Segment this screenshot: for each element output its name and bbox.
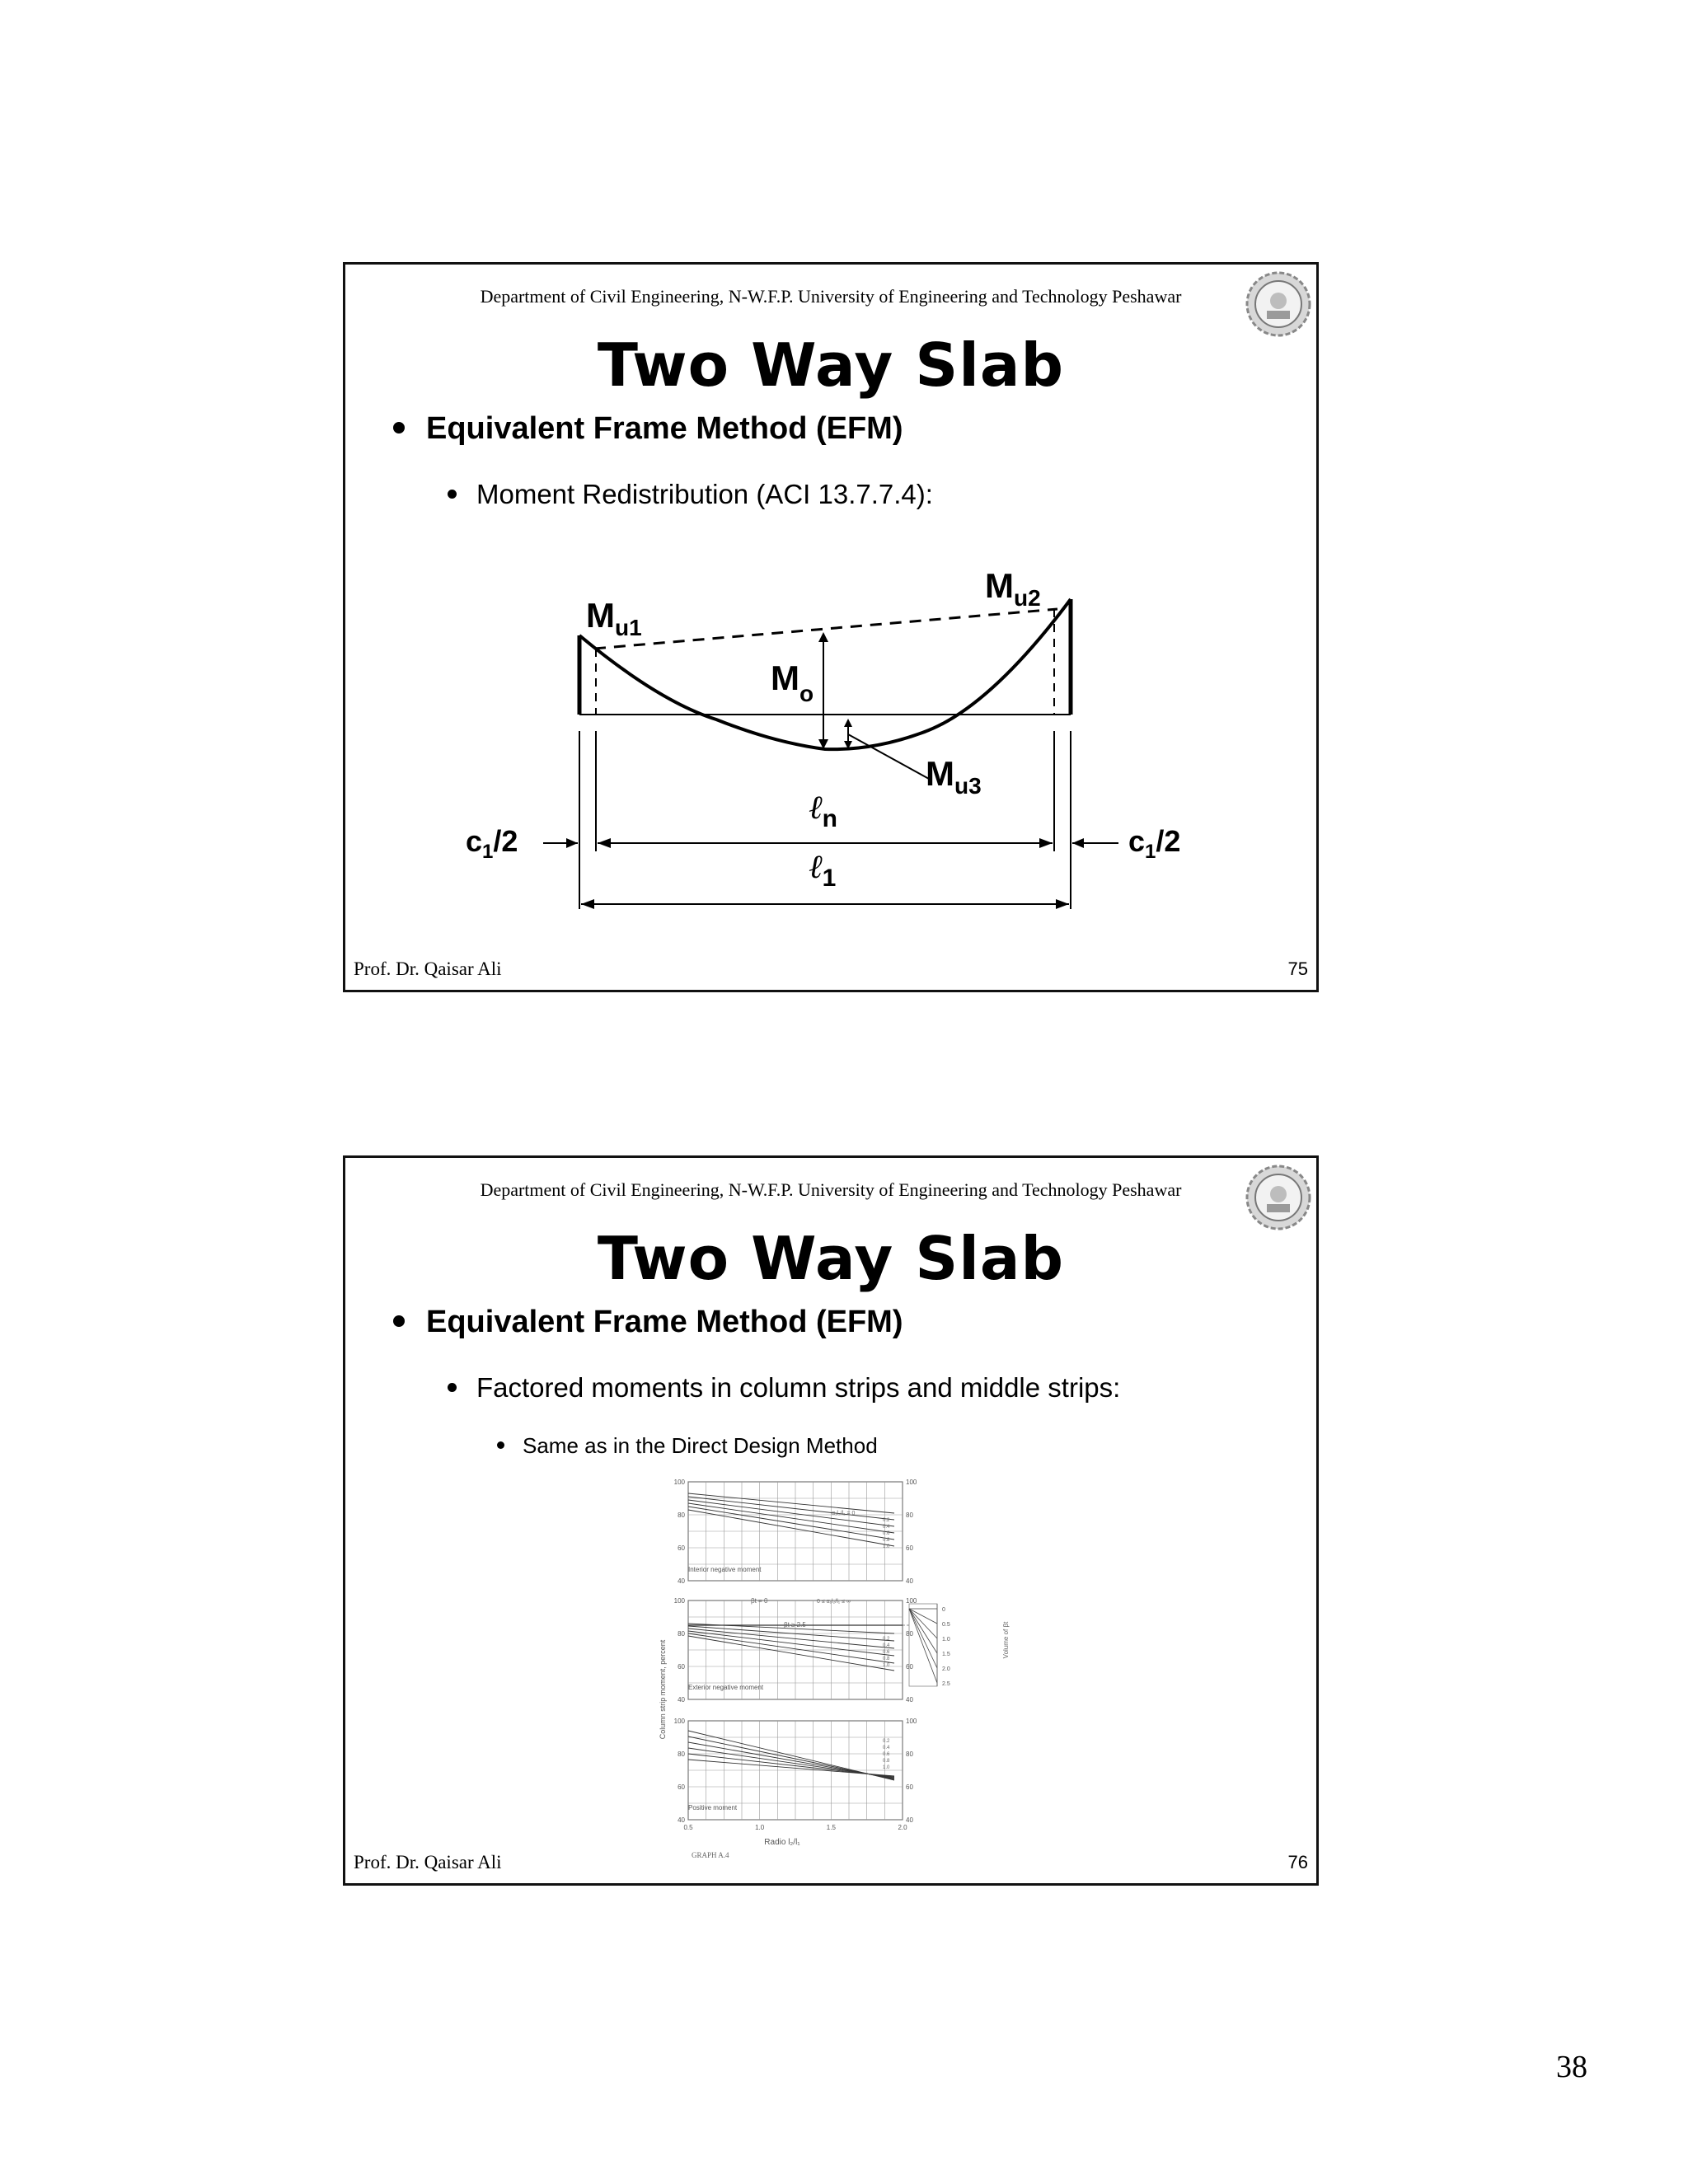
side-tick-label: 0 (942, 1607, 945, 1613)
x-tick-label: 2.0 (898, 1824, 907, 1831)
x-tick-label: 1.0 (755, 1824, 765, 1831)
y-tick-label-right: 80 (906, 1630, 913, 1638)
slide-number: 75 (1287, 958, 1308, 979)
slide-75 (343, 262, 1319, 992)
bullet-text: Equivalent Frame Method (EFM) (426, 1305, 903, 1339)
university-logo-icon (1244, 1163, 1313, 1232)
side-tick-label: 0.5 (942, 1622, 950, 1628)
label-c1-right: $c_1/2$ (1128, 824, 1181, 863)
alpha-value-label: 1.0 (883, 1663, 890, 1668)
label-c1-left: $c_1/2$ (466, 824, 518, 863)
alpha-value-label: 0.6 (883, 1531, 890, 1536)
y-tick-label: 60 (678, 1783, 685, 1791)
label-mo: $M_o$ (771, 658, 814, 706)
slide-title: Two Way Slab (597, 1224, 1065, 1293)
graph-grid (674, 1479, 950, 1831)
y-tick-label-right: 60 (906, 1783, 913, 1791)
y-tick-label: 80 (678, 1511, 685, 1519)
y-tick-label-right: 100 (906, 1597, 917, 1605)
bullet-dot-icon (497, 1441, 504, 1449)
page-number: 38 (1556, 2050, 1587, 2084)
alpha-value-label: 1.0 (883, 1544, 890, 1549)
alpha-value-label: 0.4 (883, 1643, 890, 1648)
slide-number: 76 (1287, 1852, 1308, 1872)
side-tick-label: 1.0 (942, 1637, 950, 1643)
y-tick-label: 40 (678, 1577, 685, 1585)
alpha-value-label: 0.8 (883, 1657, 890, 1661)
side-fan-line (909, 1609, 937, 1668)
footer-author: Prof. Dr. Qaisar Ali (354, 1852, 502, 1872)
bullet-level-3 (497, 1433, 878, 1459)
y-tick-label-right: 40 (906, 1696, 913, 1704)
y-tick-label-right: 100 (906, 1479, 917, 1486)
curve-line (688, 1633, 894, 1663)
beta-label-2: βt ≥ 2.5 (784, 1621, 806, 1629)
moment-curve (579, 599, 1071, 749)
bullet-text: Moment Redistribution (ACI 13.7.7.4): (476, 479, 933, 509)
label-ln: ℓ$_n$ (809, 789, 837, 832)
curve-line (688, 1503, 894, 1533)
bullet-level-1 (393, 1305, 903, 1340)
bullet-text: Equivalent Frame Method (EFM) (426, 411, 903, 446)
y-tick-label: 80 (678, 1630, 685, 1638)
y-tick-label-right: 80 (906, 1750, 913, 1758)
y-tick-label: 40 (678, 1816, 685, 1824)
alpha-value-label: 0.4 (883, 1525, 890, 1530)
bullet-level-2 (448, 1372, 1120, 1404)
side-fan-line (909, 1609, 937, 1683)
alpha-value-label: 1.0 (883, 1765, 890, 1770)
bullet-dot-icon (448, 1383, 457, 1392)
curve-line (688, 1497, 894, 1520)
dashed-moment-line (594, 609, 1057, 649)
y-axis-label: Column strip moment, percent (659, 1639, 667, 1740)
side-fan-line (909, 1609, 937, 1624)
y-tick-label: 60 (678, 1544, 685, 1552)
alpha-label-1: α₁l₂/l₁ = 0 (832, 1511, 856, 1516)
x-tick-label: 1.5 (826, 1824, 836, 1831)
curve-line (688, 1760, 894, 1776)
bullet-text: Same as in the Direct Design Method (523, 1433, 878, 1458)
footer-author: Prof. Dr. Qaisar Ali (354, 958, 502, 979)
alpha-value-label: 0.8 (883, 1759, 890, 1764)
y-tick-label-right: 40 (906, 1577, 913, 1585)
department-header: Department of Civil Engineering, N-W.F.P. University of Engineering and Technology Peshawar (480, 286, 1182, 307)
x-tick-label: 0.5 (683, 1824, 693, 1831)
curve-line (688, 1510, 894, 1546)
side-label: Volume of βt (1002, 1621, 1010, 1659)
moment-redistribution-diagram (345, 265, 1316, 990)
bullet-text: Factored moments in column strips and middle strips: (476, 1372, 1121, 1403)
y-tick-label-right: 80 (906, 1511, 913, 1519)
y-tick-label: 60 (678, 1663, 685, 1671)
alpha-value-label: 0.2 (883, 1637, 890, 1642)
side-fan-line (909, 1609, 937, 1638)
curve-line (688, 1493, 894, 1513)
label-mu1: $M_{u1}$ (586, 596, 642, 640)
curve-line (688, 1500, 894, 1526)
interior-panel-label: Interior negative moment (688, 1566, 762, 1573)
y-tick-label: 100 (673, 1597, 685, 1605)
graph-caption: GRAPH A.4 (692, 1851, 729, 1859)
y-tick-label-right: 40 (906, 1816, 913, 1824)
beta-label: βt = 0 (751, 1597, 768, 1605)
curve-line (688, 1636, 894, 1671)
column-strip-moment-graph (659, 1475, 1013, 1863)
exterior-panel-label: Exterior negative moment (688, 1684, 764, 1691)
slide-title: Two Way Slab (597, 330, 1065, 400)
y-tick-label: 100 (673, 1718, 685, 1725)
department-header: Department of Civil Engineering, N-W.F.P. University of Engineering and Technology Peshawar (480, 1179, 1182, 1200)
curve-line (688, 1631, 894, 1656)
alpha-value-label: 0.4 (883, 1746, 890, 1750)
y-tick-label: 100 (673, 1479, 685, 1486)
side-tick-label: 2.5 (942, 1681, 950, 1687)
slide-76 (343, 1155, 1319, 1886)
side-tick-label: 1.5 (942, 1652, 950, 1657)
y-tick-label-right: 100 (906, 1718, 917, 1725)
alpha-value-label: 0.6 (883, 1752, 890, 1757)
y-tick-label: 80 (678, 1750, 685, 1758)
label-mu2: $M_{u2}$ (985, 566, 1041, 611)
mu3-leader (848, 734, 929, 779)
curve-line (688, 1507, 894, 1540)
alpha-value-label: 0.8 (883, 1538, 890, 1543)
label-mu3: $M_{u3}$ (926, 754, 982, 799)
side-tick-label: 2.0 (942, 1666, 950, 1672)
y-tick-label-right: 60 (906, 1663, 913, 1671)
positive-panel-label: Positive moment (688, 1804, 738, 1811)
x-axis-label: Radio l₂/l₁ (764, 1838, 800, 1847)
alpha-label-2: 0 ≤ α₁l₂/l₁ ≤ ∞ (817, 1599, 851, 1605)
alpha-value-label: 0.6 (883, 1650, 890, 1655)
alpha-value-label: 0.2 (883, 1518, 890, 1523)
bullet-dot-icon (393, 1315, 405, 1327)
y-tick-label-right: 60 (906, 1544, 913, 1552)
label-l1: ℓ$_1$ (809, 848, 837, 892)
y-tick-label: 40 (678, 1696, 685, 1704)
alpha-value-label: 0.2 (883, 1739, 890, 1744)
